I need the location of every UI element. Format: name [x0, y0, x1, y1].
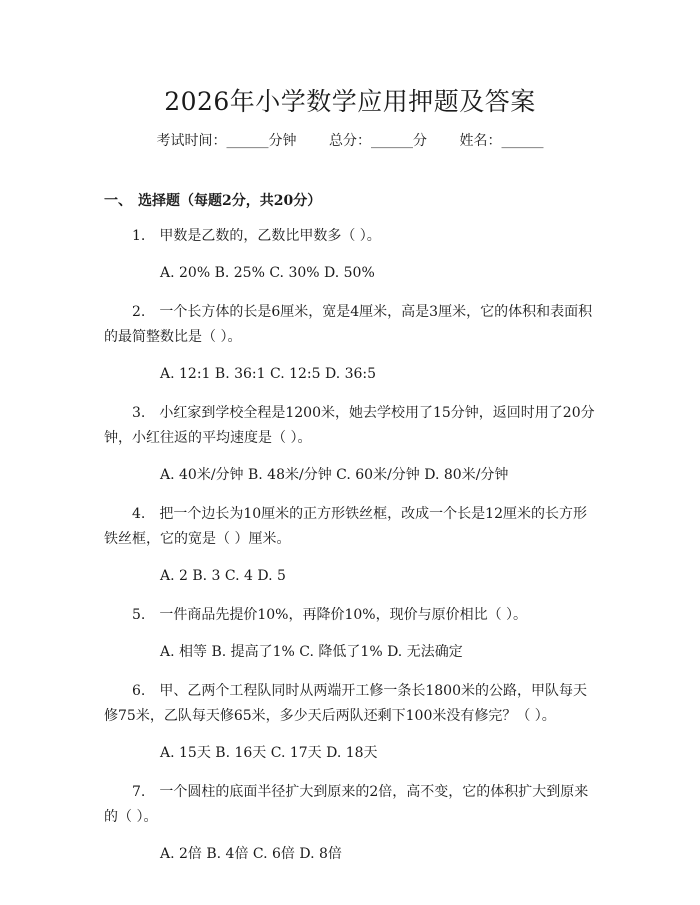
- question-6-options: A. 15天 B. 16天 C. 17天 D. 18天: [160, 745, 378, 761]
- question-list: [104, 224, 600, 867]
- question-3-options: A. 40米/分钟 B. 48米/分钟 C. 60米/分钟 D. 80米/分钟: [160, 467, 509, 483]
- question-1: 1. 甲数是乙数的，乙数比甲数多（ ）。: [132, 228, 381, 244]
- exam-time-unit: 分钟: [268, 133, 297, 149]
- total-score-field: [329, 130, 427, 150]
- section-heading: [104, 190, 321, 210]
- question-7-options: A. 2倍 B. 4倍 C. 6倍 D. 8倍: [160, 846, 342, 862]
- total-score-unit: 分: [413, 133, 427, 149]
- question-3: 3. 小红家到学校全程是1200米，她去学校用了15分钟，返回时用了20分钟，小红往返的平均速度是（ ）。: [104, 405, 595, 446]
- exam-time-field: [157, 130, 297, 150]
- question-2-options: A. 12:1 B. 36:1 C. 12:5 D. 36:5: [160, 366, 377, 382]
- section-title: 选择题（每题2分，共20分）: [138, 193, 322, 209]
- question-6: 6. 甲、乙两个工程队同时从两端开工修一条长1800米的公路，甲队每天修75米，乙队每天修65米，多少天后两队还剩下100米没有修完？（ ）。: [104, 683, 587, 724]
- question-4: 4. 把一个边长为10厘米的正方形铁丝框，改成一个长是12厘米的长方形铁丝框，它的宽是（ ）厘米。: [104, 506, 587, 547]
- question-2: 2. 一个长方体的长是6厘米，宽是4厘米，高是3厘米，它的体积和表面积的最简整数比是（ ）。: [104, 304, 593, 345]
- question-4-options: A. 2 B. 3 C. 4 D. 5: [160, 568, 286, 584]
- question-7: 7. 一个圆柱的底面半径扩大到原来的2倍，高不变，它的体积扩大到原来的（ ）。: [104, 784, 589, 825]
- name-field: [459, 130, 543, 150]
- exam-info-line: [0, 130, 700, 150]
- total-score-label: 总分：: [329, 133, 371, 149]
- question-1-options: A. 20% B. 25% C. 30% D. 50%: [160, 265, 375, 281]
- exam-time-blank: ______: [226, 133, 269, 149]
- section-number: 一、: [104, 193, 132, 209]
- document-title: 2026年小学数学应用押题及答案: [164, 87, 536, 116]
- name-label: 姓名：: [459, 133, 502, 149]
- question-5-options: A. 相等 B. 提高了1% C. 降低了1% D. 无法确定: [160, 644, 463, 660]
- exam-time-label: 考试时间：: [156, 133, 227, 149]
- question-5: 5. 一件商品先提价10%，再降价10%，现价与原价相比（ ）。: [132, 607, 528, 623]
- total-score-blank: ______: [371, 133, 413, 149]
- name-blank: ______: [501, 133, 544, 149]
